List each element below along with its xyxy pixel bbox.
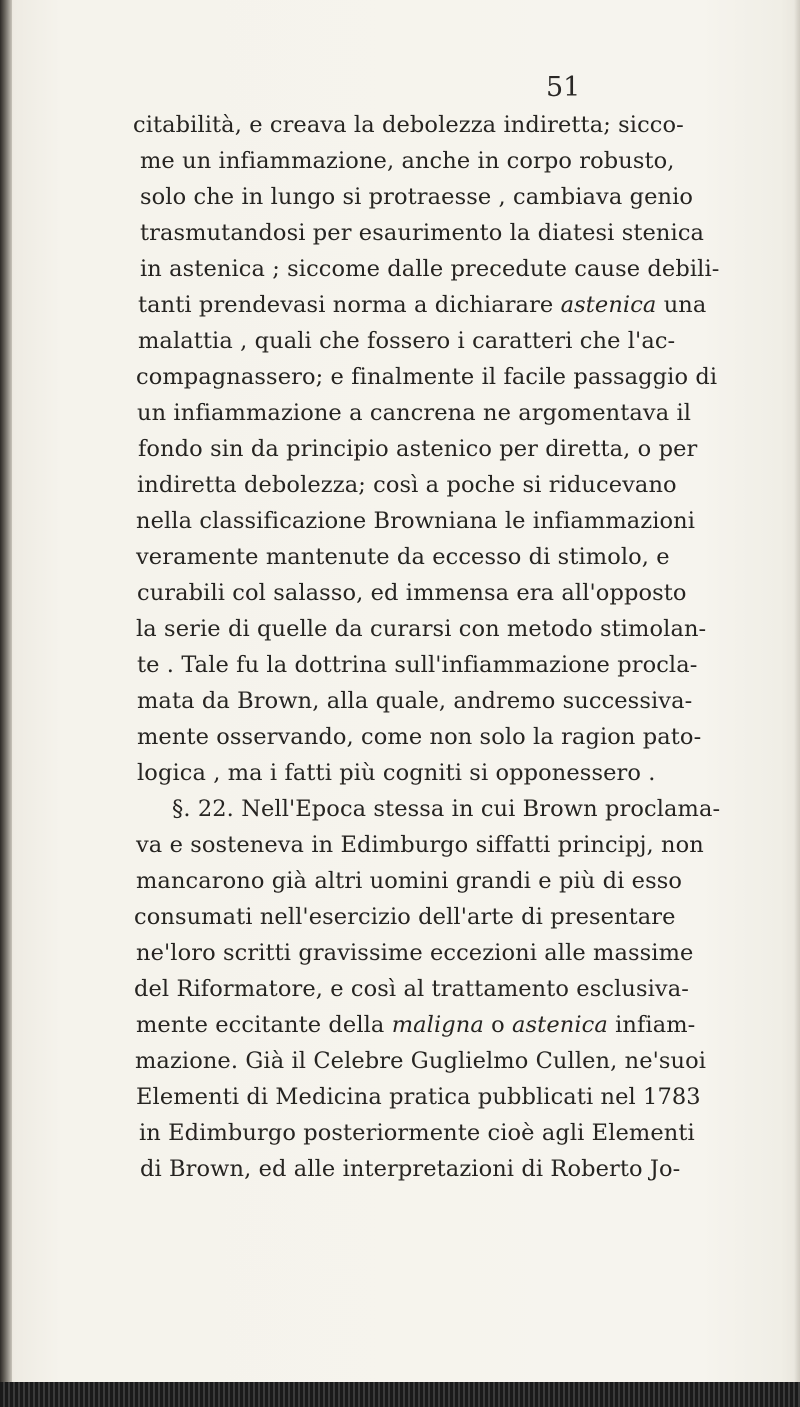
text-line: malattia , quali che fossero i caratteri che l'ac-	[138, 328, 676, 354]
scan-bottom-edge	[0, 1382, 800, 1407]
text-line: solo che in lungo si protraesse , cambiava genio	[140, 184, 694, 210]
italic-term: astenica	[560, 292, 657, 318]
text-line	[136, 1011, 695, 1039]
text-line: te . Tale fu la dottrina sull'infiammazione procla-	[137, 652, 698, 678]
text-line: in Edimburgo posteriormente cioè agli Elementi	[139, 1120, 695, 1146]
section-heading-line: §. 22. Nell'Epoca stessa in cui Brown proclama-	[172, 796, 721, 822]
text-line: mata da Brown, alla quale, andremo successiva-	[137, 688, 693, 714]
text-line: curabili col salasso, ed immensa era all'opposto	[137, 580, 687, 606]
text-line	[138, 291, 706, 319]
italic-term: maligna	[391, 1012, 484, 1038]
text-line: di Brown, ed alle interpretazioni di Roberto Jo-	[140, 1156, 681, 1182]
text-line: compagnassero; e finalmente il facile passaggio di	[136, 364, 718, 390]
text-line: citabilità, e creava la debolezza indiretta; sicco-	[133, 112, 684, 138]
text-line: in astenica ; siccome dalle precedute cause debili-	[140, 256, 720, 282]
text-line: ne'loro scritti gravissime eccezioni alle massime	[136, 940, 694, 966]
text-line: mente osservando, come non solo la ragion pato-	[137, 724, 702, 750]
italic-term: astenica	[512, 1012, 608, 1038]
text-line: mazione. Già il Celebre Guglielmo Cullen, ne'suoi	[135, 1048, 707, 1074]
page-number: 51	[546, 72, 581, 103]
text-span: infiam-	[607, 1012, 696, 1038]
text-span: tanti prendevasi norma a dichiarare	[138, 292, 561, 318]
book-spine-shadow	[0, 0, 12, 1407]
text-line: consumati nell'esercizio dell'arte di presentare	[134, 904, 676, 930]
text-line: un infiammazione a cancrena ne argomentava il	[137, 400, 692, 426]
page-edge	[794, 0, 800, 1407]
text-span: una	[656, 292, 707, 318]
text-line: Elementi di Medicina pratica pubblicati nel 1783	[136, 1084, 701, 1110]
text-line: la serie di quelle da curarsi con metodo stimolan-	[136, 616, 707, 642]
text-line: logica , ma i fatti più cogniti si opponessero .	[137, 760, 656, 786]
text-line: fondo sin da principio astenico per diretta, o per	[138, 436, 698, 462]
text-line: mancarono già altri uomini grandi e più di esso	[136, 868, 683, 894]
text-line: veramente mantenute da eccesso di stimolo, e	[136, 544, 670, 570]
text-line: va e sosteneva in Edimburgo siffatti principj, non	[136, 832, 704, 858]
text-line: trasmutandosi per esaurimento la diatesi stenica	[140, 220, 705, 246]
text-line: indiretta debolezza; così a poche si riducevano	[137, 472, 677, 498]
text-span: o	[483, 1012, 513, 1038]
text-span: mente eccitante della	[136, 1012, 392, 1038]
text-line: del Riformatore, e così al trattamento esclusiva-	[134, 976, 689, 1002]
text-line: me un infiammazione, anche in corpo robusto,	[140, 148, 675, 174]
text-line: nella classificazione Browniana le infiammazioni	[136, 508, 696, 534]
